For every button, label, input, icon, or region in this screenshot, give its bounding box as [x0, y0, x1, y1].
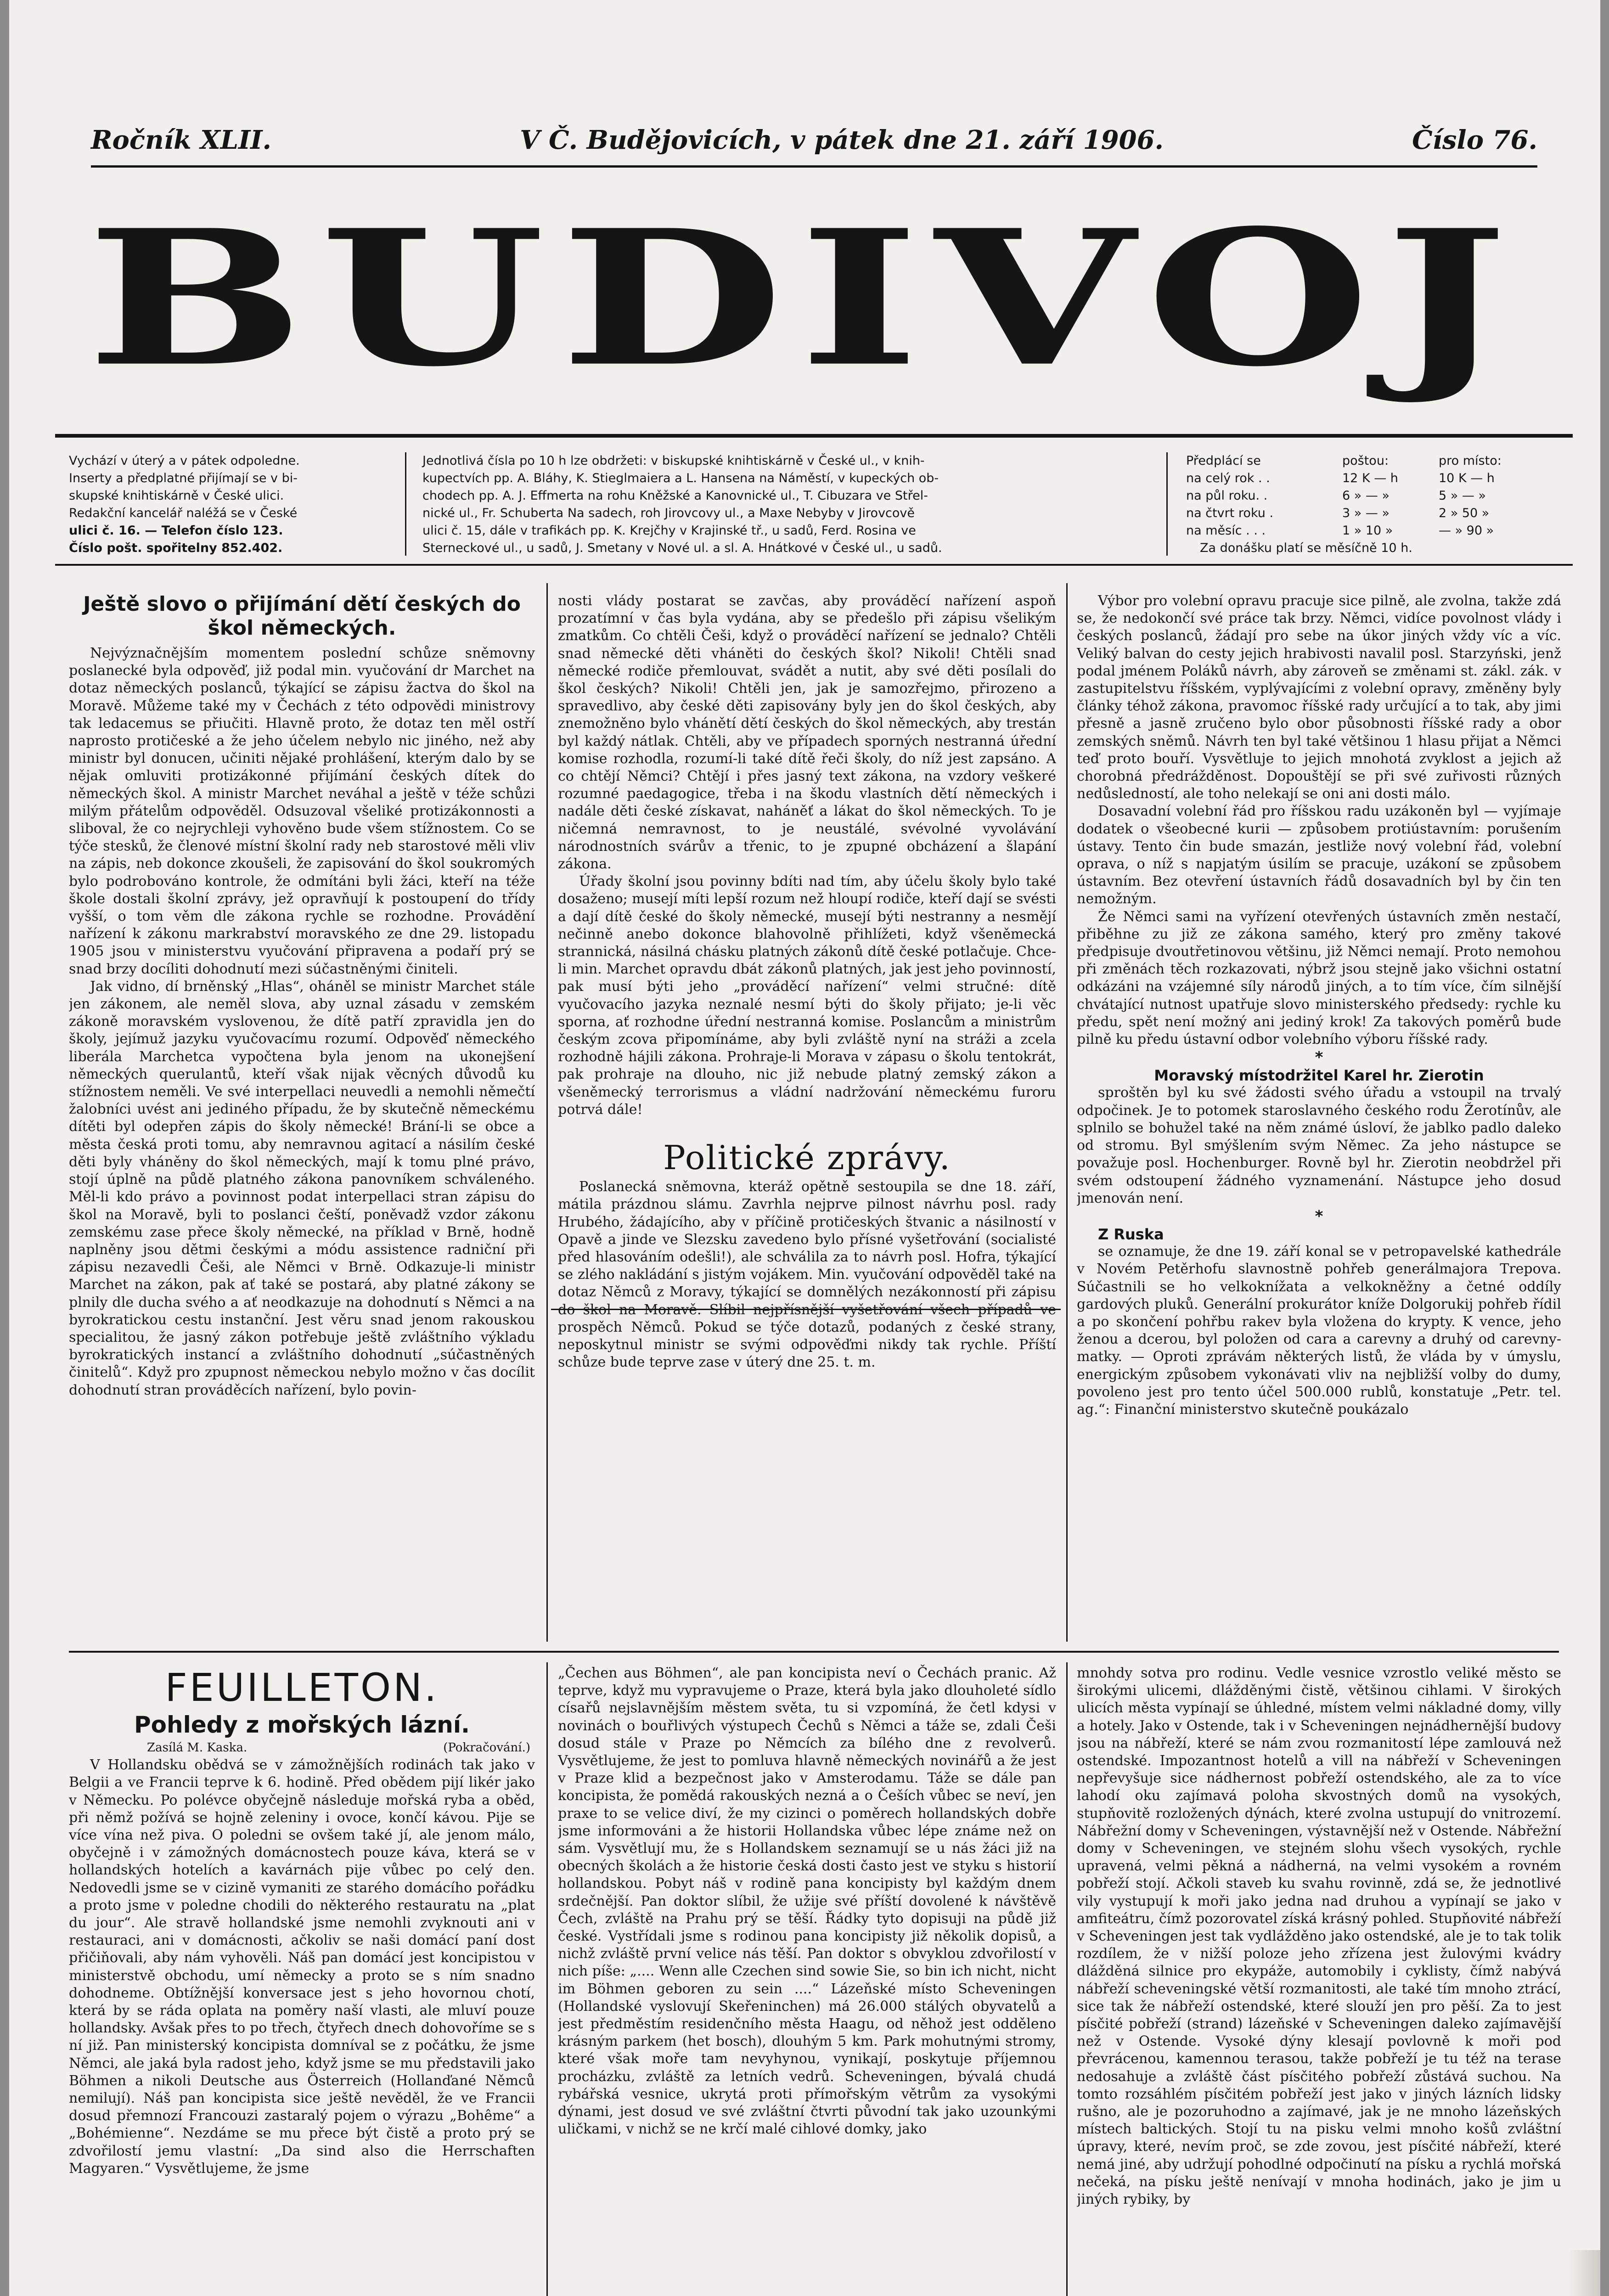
feuilleton-column-2 — [558, 1665, 1056, 2296]
info-line-account: Číslo pošt. spořitelny 852.402. — [69, 541, 283, 555]
article-paragraph: Jak vidno, dí brněnský „Hlas“, oháněl se ministr Marchet stále jen zákonem, ale neměl slova, aby uznal zásadu v zemském zákoně moravském vyslovenou, že dítě patří zpravidla jen do školy, jejímuž jazyku vyučovacímu rozumí. Odpověď německého liberála Marchetca vypočtena byla jenom na ukonejšení německých querulantů, kteří však nijak věcných důvodů ku stížnostem neměli. Ve své interpellaci neuvedli a nemohli němečtí žalobníci uvést ani jediného případu, že by skutečně německému dítěti byl odepřen zápis do školy německé! Brání-li se obce a města česká proti tomu, aby nemravnou agitací a násilím české děti byly vháněny do škol německých, mají k tomu plné právo, stojí úplně na půdě platného zákona panovníkem schváleného. Měl-li kdo právo a povinnost podat interpellaci stran zápisu do škol na Moravě, byli to poslanci čeští, poněvadž vzdor zákonu zemskému zase přece školy německé, na příklad v Brně, hodně naplněny jsou dětmi českými a módu assistence radniční při zápisu nezavedli Češi, ale Němci v Brně. Odkazuje-li ministr Marchet na zákon, pak ať také se postará, aby platné zákony se plnily dle ducha svého a ať neodkazuje na dohodnutí s Němci a na byrokratickou cestu instanční. Jest věru snad jenom rakouskou specialitou, že jasný zákon potřebuje ještě zvláštního výkladu byrokratických instancí a zvláštního dohodnutí „súčastněných činitelů“. Když pro zpupnost německou nebylo možno v čas docílit dohodnutí stran prováděcích nařízení, bylo povin- — [69, 978, 535, 1398]
article-paragraph: Že Němci sami na vyřízení otevřených ústavních změn nestačí, přiběhne zu již ze zákona samého, který pro změny takové předpisuje dvoutřetinovou většinu, již Němci nemají. Proto nemohou při změnách těch rozkazovati, nýbrž jsou stejně jako všichni ostatní odkázáni na vzájemné síly národů jiných, a to tím více, čím silnější chvátající nutnost upatřuje slovo ministerského předsedy: rychle ku předu, spět není možný ani jediný krok! Za takových poměrů bude pilně ku předu ústavní odbor volebního výboru říšské rady. — [1077, 908, 1561, 1048]
info-line: Redakční kancelář naléžá se v České — [69, 506, 298, 520]
paper-edge-shadow — [1568, 2250, 1600, 2296]
feuilleton-title: Pohledy z mořských lázní. — [134, 1711, 470, 1738]
price-cell: 6 » — » — [1342, 489, 1390, 503]
feuilleton-column-1 — [69, 1665, 535, 2296]
feuilleton-byline — [69, 1739, 535, 1756]
price-cell: pro místo: — [1439, 454, 1502, 468]
newspaper-title — [0, 189, 1609, 408]
article-paragraph: „Čechen aus Böhmen“, ale pan koncipista neví o Čechách pranic. Až teprve, když mu vypravujeme o Praze, která byla jako dlouholeté sídlo císařů nejslavnějším městem světa, tu si vzpomíná, že četl kdysi v novinách o bouřlivých výstupech Čechů s Němci a táže se, zdali Češi dosud stále v Praze po Němcích za bílého dne z revolverů. Vysvětlujeme, že jest to pomluva hlavně německých novinářů a že jest v Praze klid a bezpečnost jako v Amsterodamu. Táže se dále pan koncipista, že pomědá rakouských nezná a o Češích vůbec se neví, jen praxe to se velice diví, že my cizinci o poměrech hollandských dobře jsme informováni a že historii Hollandska vůbec lépe známe než on sám. Vysvětlují mu, že s Hollandskem seznamují se u nás žáci již na obecných školách a že historie česká dosti často jest ve styku s historií hollandskou. Pobyt náš v rodině pana koncipisty byl každým dnem srdečnější. Pan doktor slíbil, že užije své příští dovolené k návštěvě Čech, zvláště na Prahu prý se těší. Řádky tyto dopisuji na půdě již české. Vystřídali jsme s rodinou pana koncipisty již několik dopisů, a nichž zvláště první velice nás těší. Pan doktor s obvyklou zdvořilostí v nich píše: „.... Wenn alle Czechen sind sowie Sie, so bin ich nicht, nicht im Böhmen geboren zu sein ....“ Lázeňské místo Scheveningen (Hollandské vyslovují Skeřeninchen) má 26.000 stálých obyvatelů a jest předměstím residenčního města Haagu, od něhož jest odděleno krásným parkem (het bosch), dlouhým 5 km. Park mohutnými stromy, které však moře tam nevyhynou, vynikají, poskytuje příjemnou procházku, zvláště za letních vedrů. Scheveningen, bývalá chudá rybářská vesnice, ukrytá proti přímořským větrům za vysokými dýnami, jest dosud ve své zvláštní čtvrti původní tak jako uzounkými uličkami, v nichž se ne krčí malé cihlové domky, jako — [558, 1665, 1056, 2138]
info-line: Vychází v úterý a v pátek odpoledne. — [69, 454, 300, 468]
masthead-strip — [91, 125, 1537, 155]
news-headline: Moravský místodržitel Karel hr. Zierotin — [1154, 1067, 1484, 1085]
article-paragraph: V Hollandsku obědvá se v zámožnějších rodinách tak jako v Belgii a ve Francii teprve k 6. hodině. Před obědem pijí likér jako v Německu. Po polévce obyčejně následuje mořská ryba a oběd, při němž požívá se hojně zeleniny i ovoce, končí kávou. Pije se více vína než piva. O poledni se ovšem také jí, ale jenom málo, obyčejně i v zámožných domácnostech pouze káva, která se v hollandských hotelích a kavárnách pije vůbec po celý den. Nedovedli jsme se v cizině vymaniti ze starého domácího pořádku a proto jsme v poledne chodili do některého restauratu na „plat du jour“. Ale stravě hollandské jsme nemohli zvyknouti ani v restauraci, ani v domácnosti, ačkoliv se naši domácí paní dost přičiňovali, aby nám vyhověli. Náš pan domácí jest koncipistou v ministerstvě obchodu, umí německy a proto se s ním snadno dohodneme. Obtížnější konversace jest s jeho hovornou chotí, která by se ráda oplata na poměry naší vlasti, ale mluví pouze hollandsky. Avšak přes to po třech, čtyřech dnech dohovoříme se s ní již. Pan ministerský koncipista domníval se z počátku, že jsme Němci, ale jaká byla radost jeho, když jsme se mu představili jako Böhmen a nikoli Deutsche aus Österreich (Hollanďané Němců nemilují). Náš pan koncipista sice ještě nevěděl, že ve Francii dosud přemnozí Francouzi zastaralý pojem o výrazu „Bohême“ a „Bohémienne“. Nezdáme se mu přece být čistě a proto prý se zdvořilostí jemu vlastní: „Da sind also die Herrschaften Magyaren.“ Vysvětlujeme, že jsme — [69, 1757, 535, 2177]
feuilleton-rule — [69, 1651, 1559, 1653]
price-cell: 1 » 10 » — [1342, 523, 1393, 538]
price-cell: 5 » — » — [1439, 489, 1486, 503]
info-divider — [405, 452, 406, 556]
info-line: kupectvích pp. A. Bláhy, K. Stieglmaiera a L. Hansena na Náměstí, v kupeckých ob- — [422, 471, 939, 485]
rule-under-title — [55, 434, 1573, 438]
info-line: nické ul., Fr. Schuberta Na sadech, roh Jirovcovy ul., a Maxe Nebyby v Jirovcově — [422, 506, 915, 520]
price-cell: na měsíc . . . — [1186, 523, 1266, 538]
info-middle — [422, 452, 1136, 557]
article-paragraph: Výbor pro volební opravu pracuje sice pilně, ale zvolna, takže zdá se, že nedokončí své práce tak brzy. Němci, vidíce povolnost vlády i českých poslanců, žádají pro sebe na úkor jiných vždy víc a víc. Veliký balvan do cesty jejich hrabivosti navalil posl. Starzyński, jenž podal jménem Poláků návrh, aby zároveň se změnami st. zákl. zák. v zastupitelstvu říšském, vyplývajícími z volební opravy, změněny byly články téhož zákona, pravomoc říšské rady určující a to tak, aby jimi přesně a jasně zručeno bylo obor působnosti říšské rady a obor zemských sněmů. Návrh ten byl také většinou 1 hlasu přijat a Němci teď proto bouří. Vysvětluje to jejich mnohotá zvyklost a jejich až chorobná předrážděnost. Dopouštějí se při své zuřivosti různých nedůsledností, ale toho nelekají se oni ani dosti málo. — [1077, 593, 1561, 802]
price-row — [1186, 470, 1567, 487]
article-paragraph: mnohdy sotva pro rodinu. Vedle vesnice vzrostlo veliké město se širokými ulicemi, dlážděnými čistě, většinou cihlami. V širokých ulicích města vypínají se úhledné, místem velmi nákladné domy, villy a hotely. Jako v Ostende, tak i v Scheveningen nejnádhernější budovy jsou na nábřeží, které se nám zvou rozmanitostí lépe zamlouvá než ostendské. Impozantnost hotelů a vill na nábřeží v Scheveningen nepřevyšuje sice nádhernost pobřeží ostendského, ale za to více lahodí oku zajímavá poloha skvostných domů na vysokých, stupňovitě rozložených dýnách, které zvolna ustupují do vnitrozemí. Nábřežní domy v Scheveningen, výstavnější než v Ostende. Nábřežní domy v Scheveningen, ve stejném slohu všech vysokých, rychle upravená, velmi pěkná a nádherná, na velmi vysokém a rovném pobřeží stojí. Ačkoli staveb ku svahu rovinně, zdá se, že jednotlivé vily vystupují k moři jako jedna nad druhou a vypínají se jako v amfiteátru, čímž pozorovatel získá krásný pohled. Stupňovité nábřeží v Scheveningen jest tak vydlážděno jako ostendské, ale je to tak tolik rozdílem, že v nižší poloze jeho zřízena jest žulovými kvádry dlážděná silnice pro ekypáže, automobily i cyklisty, čímž nabývá nábřeží scheveningské větší rozmanitosti, ale také tím mnoho ztrácí, sice tak že nábřeží ostendské, které slouží jen pro pěší. Za to jest písčité pobřeží (strand) lázeňské v Scheveningen daleko zajímavější než v Ostende. Vysoké dýny klesají povlovně k moři pod převrácenou, kamennou terasou, takže pobřeží je tu též na terase nedosahuje a zvláště část písčitého pobřeží zůstává suchou. Na tomto rozsáhlém písčitém pobřeží jest jako v jiných lázních lidsky rušno, ale je pozoruhodno a zajímavé, jak je ne mnoho lázeňských místech baltických. Stojí tu na pisku velmi mnoho košů zvláštní úpravy, které, nevím proč, se zde zovou, jest písčité nábřeží, které nemá jiné, aby udržují pohodlné odpočinutí na písku a rychlá mořská nečeká, na písku ještě nenívají v mnoha hodinách, jako je jim u jiných rybiky, by — [1077, 1665, 1561, 2208]
price-cell: — » 90 » — [1439, 523, 1494, 538]
column-3 — [1077, 592, 1561, 1644]
info-divider — [1166, 452, 1168, 556]
article-paragraph: Nejvýznačnějším momentem poslední schůze sněmovny poslanecké byla odpověď, již podal min. vyučování dr Marchet na dotaz německých poslanců, týkající se zápisu žactva do škol na Moravě. Můžeme také my v Čechách z této odpovědi ministrovy tak ledacemus se přiučiti. Hlavně proto, že dotaz ten měl ostří naprosto protičeské a že jeho účelem nebylo nic jiného, než aby ministr byl donucen, učiniti nějaké prohlášení, kterým dalo by se nějak omluviti protizákonné přijímání českých dítek do německých škol. A ministr Marchet neváhal a ještě v téže schůzi milým přátelům odpověděl. Odsuzoval všeliké protizákonnosti a sliboval, že co nejrychleji vyhověno bude všem stížnostem. Co se týče stesků, že členové místní školní rady neb starostové měli vliv na zápis, neb dokonce zkoušeli, že zapisování do škol soukromých bylo podrobováno kontrole, že odmítáni byli žáci, kteří na téže škole dostali školní zprávy, jež opravňují k postoupení do třídy vyšší, o tom věm dle zákona rychle se rozhodne. Provádění nařízení k zákonu markrabství moravského ze dne 29. listopadu 1905 jsou v ministerstvu vyučování připravena a podaří prý se snad brzy docíliti dohodnutí mezi súčastněnými činiteli. — [69, 645, 535, 977]
author: Zasílá M. Kaska. — [147, 1741, 248, 1755]
price-cell: 12 K — h — [1342, 471, 1398, 485]
article-paragraph: Dosavadní volební řád pro říšskou radu uzákoněn byl — vyjímaje dodatek o všeobecné kurii — způsobem protiústavním: porušením ústavy. Tento čin bude smazán, jestliže nový volební řád, volební oprava, o níž s napjatým úsilím se pracuje, uzákoní se způsobem ústavním. Bez otevření ústavních řádů dosavadních byl by čin ten nemožným. — [1077, 803, 1561, 907]
price-footer: Za donášku platí se měsíčně 10 h. — [1200, 541, 1412, 555]
separator-star: * — [1315, 1207, 1323, 1226]
news-headline: Z Ruska — [1098, 1225, 1164, 1243]
price-cell: na čtvrt roku . — [1186, 506, 1274, 520]
feuilleton-column-3 — [1077, 1665, 1561, 2296]
issue-number: Číslo 76. — [1412, 125, 1537, 155]
info-line: Inserty a předplatné přijímají se v bi- — [69, 471, 298, 485]
title-text: BUDIVOJ — [86, 189, 1523, 408]
article-paragraph: sproštěn byl ku své žádosti svého úřadu a vstoupil na trvalý odpočinek. Je to potomek staroslavného českého rodu Žerotínův, ale splnilo se bohužel také na něm známé úsloví, že jablko padlo daleko od stromu. Byl smýšlením svým Němec. Za jeho nástupce se považuje posl. Hochenburger. Rovně byl hr. Zierotin neobdržel při svém odstoupení žádného vyznamenání. Nástupce jeho dosud jmenován není. — [1077, 1085, 1561, 1206]
column-rule — [546, 1662, 548, 2296]
separator-star: * — [1315, 1048, 1323, 1067]
info-left — [69, 452, 386, 557]
info-line: Sterneckové ul., u sadů, J. Smetany v Nové ul. a sl. A. Hnátkové v České ul., u sadů. — [422, 541, 942, 555]
price-cell: 3 » — » — [1342, 506, 1390, 520]
info-line: ulici č. 15, dále v trafikách pp. K. Krejčhy v Krajinské tř., u sadů, Ferd. Rosina ve — [422, 523, 916, 538]
column-rule — [546, 583, 548, 1642]
column-rule — [1066, 1662, 1068, 2296]
price-cell: na celý rok . . — [1186, 471, 1270, 485]
continued-note: (Pokračování.) — [443, 1741, 530, 1755]
article-paragraph: Úřady školní jsou povinny bdíti nad tím, aby účelu školy bylo také dosaženo; musejí míti lepší rozum než hloupí rodiče, kteří dají se svésti a dají dítě české do školy německé, musejí býti nestranny a nesmějí nečinně anebo dokonce blahovolně přihlížeti, když všeněmecká strannická, násilná chásku platných zákonů dítě české potlačuje. Chce-li min. Marchet opravdu dbát zákonů platných, jak jest jeho povinností, pak musí býti jeho „prováděcí nařízení“ velmi stručné: dítě vyučovacího jazyka neznalé nesmí býti do školy přijato; je-li věc sporna, ať rozhodne úřední nestranná komise. Poslancům a ministrům českým zcova připomínáme, aby byli zvláště nyní na stráži a zcela rozhodně hájili zákona. Prohraje-li Morava v zápasu o školu tentokrát, pak prohraje na dlouho, nic již nebude platný zemský zákon a všeněmecký terrorismus a vládní nadržování německému furoru potrvá dále! — [558, 873, 1056, 1118]
article-headline: Ještě slovo o přijímání dětí českých do škol německých. — [83, 592, 521, 640]
volume-label: Ročník XLII. — [91, 125, 271, 155]
price-row — [1186, 505, 1567, 522]
column-rule — [1066, 583, 1068, 1642]
newspaper-page — [9, 0, 1600, 2296]
info-line: chodech pp. A. J. Effmerta na rohu Kněžské a Kanovnické ul., T. Cibuzara ve Střel- — [422, 489, 928, 503]
price-cell: na půl roku. . — [1186, 489, 1268, 503]
feuilleton-label: FEUILLETON. — [165, 1665, 439, 1710]
article-paragraph: Poslanecká sněmovna, kteráž opětně sestoupila se dne 18. září, mátila prázdnou slámu. Zavrhla nejprve pilnost návrhu posl. rady Hrubého, žádajícího, aby v příčině protičeských štvanic a násilností v Opavě a jinde ve Slezsku zavedeno bylo přísné vyšetřování (socialisté před hlasováním odešli!), ale schválila za to návrh posl. Hofra, týkající se zlého nakládání s jistým vojákem. Min. vyučování odpověděl také na dotaz Němců z Moravy, týkající se domnělých nezákonností při zápisu do škol na Moravě. Slíbil nejpřísnější vyšetřování všech případů ve prospěch Němců. Pokud se týče dotazů, podaných z české strany, neposkytnul ministr se svými odpověďmi nikdy tak rychle. Příští schůze bude teprve zase v úterý dne 25. t. m. — [558, 1179, 1056, 1371]
price-cell: 10 K — h — [1439, 471, 1495, 485]
column-1 — [69, 592, 535, 1644]
info-line: Jednotlivá čísla po 10 h lze obdržeti: v biskupské knihtiskárně v České ul., v knih- — [422, 454, 925, 468]
price-header — [1186, 452, 1567, 470]
price-row — [1186, 487, 1567, 505]
price-cell: poštou: — [1342, 454, 1389, 468]
subscription-prices — [1186, 452, 1567, 557]
info-line: skupské knihtiskárně v České ulici. — [69, 489, 284, 503]
info-line-phone: ulici č. 16. — Telefon číslo 123. — [69, 523, 283, 538]
column-2 — [558, 592, 1056, 1644]
price-cell: 2 » 50 » — [1439, 506, 1490, 520]
article-paragraph: se oznamuje, že dne 19. září konal se v petropavelské kathedrále v Novém Petěrhofu slavnostně pohřeb generálmajora Trepova. Súčastnili se ho velkoknížata a velkokněžny a četné oddíly gardových pluků. Generální prokurátor kníže Dolgorukij pohřeb řídil a po skončení pohřbu rakev byla vložena do krypty. K vence, jeho ženou a dcerou, byl položen od cara a carevny a druhý od carevny-matky. — Oproti zprávám některých listů, že vláda by v úmyslu, energickým způsobem vykonávati vliv na nejbližší volby do dumy, povoleno jest pro tento účel 500.000 rublů, konstatuje „Petr. tel. ag.“: Finanční ministerstvo skutečně poukázalo — [1077, 1244, 1561, 1418]
price-cell: Předplácí se — [1186, 454, 1261, 468]
section-headline: Politické zprávy. — [663, 1138, 951, 1177]
article-paragraph: nosti vlády postarat se zavčas, aby prováděcí nařízení aspoň prozatímní v čas byla vydána, aby se předešlo při zápisu všelikým zmatkům. Co chtěli Češi, když o prováděcí nařízení se jednalo? Chtěli snad německé děti vháněti do českých škol? Nikoli! Chtěli snad německé rodiče přemlouvat, svádět a nutit, aby své děti posílali do škol českých? Nikoli! Chtěli jen, jak je samozřejmo, přirozeno a spravedlivo, aby české děti zapisovány byly jen do škol českých, aby znemožněno bylo vhánětí dětí českých do škol německých, aby trestán byl každý nátlak. Chtěli, aby ve případech sporných nestranná úřední komise rozhodla, rozumí-li také dítě řeči školy, do níž jest zapsáno. A co chtějí Němci? Chtějí i přes jasný text zákona, na vzdory veškeré rozumné paedagogice, třeba i na škodu vlastních dětí německých i nadále děti české získavat, naháněť a lákat do škol německých. To je ničemná nemravnost, to je neustálé, svévolné vyvolávání národnostních svárův a třenic, to je zpupné obcházení a šlapání zákona. — [558, 593, 1056, 872]
rule-top — [91, 165, 1537, 168]
rule-under-info — [55, 564, 1573, 566]
price-row — [1186, 522, 1567, 540]
dateline: V Č. Budějovicích, v pátek dne 21. září 1906. — [520, 125, 1164, 155]
